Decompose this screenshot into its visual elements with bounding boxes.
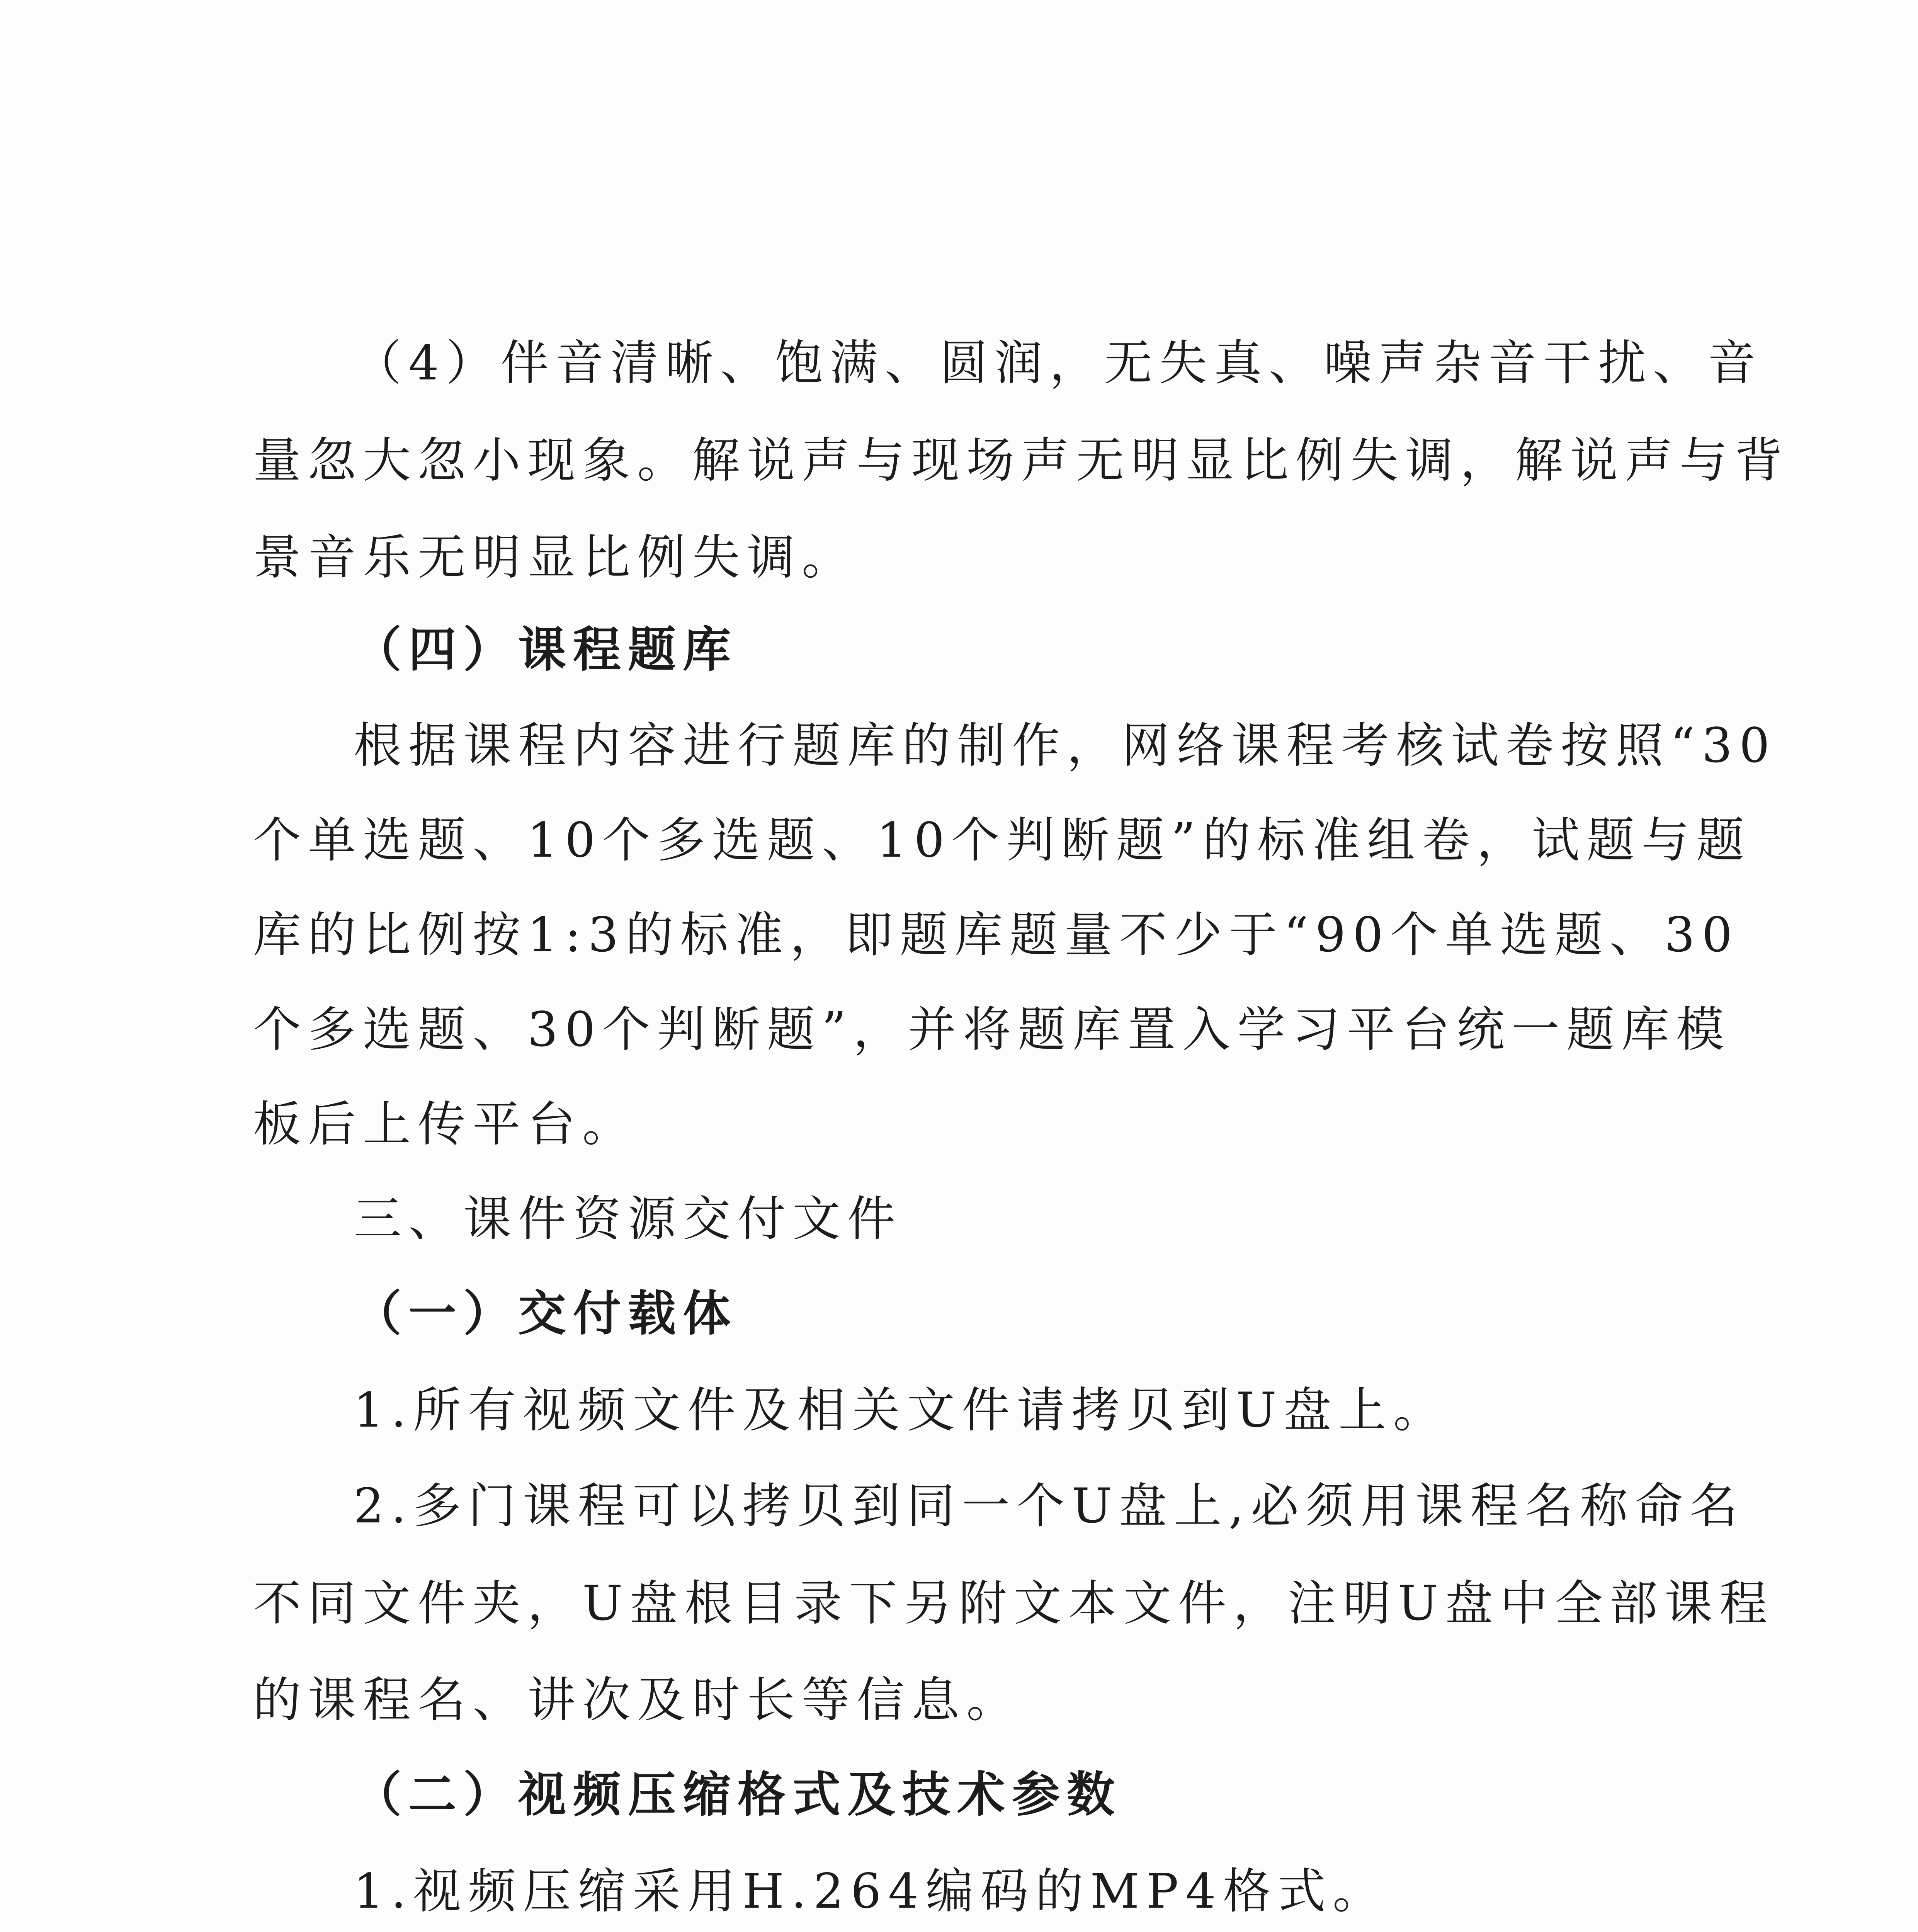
paragraph-line: 景音乐无明显比例失调。 <box>253 530 857 585</box>
chapter-heading: 三、课件资源交付文件 <box>354 1191 903 1247</box>
paragraph-line: 板后上传平台。 <box>253 1097 638 1152</box>
paragraph-line: 个多选题、30个判断题”，并将题库置入学习平台统一题库模 <box>253 1002 1731 1058</box>
paragraph-line: 量忽大忽小现象。解说声与现场声无明显比例失调，解说声与背 <box>253 433 1790 488</box>
section-heading: （四）课程题库 <box>354 622 738 678</box>
paragraph-line: 个单选题、10个多选题、10个判断题”的标准组卷，试题与题 <box>253 813 1751 868</box>
paragraph-line: （4）伴音清晰、饱满、圆润，无失真、噪声杂音干扰、音 <box>354 335 1763 391</box>
paragraph-line: 根据课程内容进行题库的制作，网络课程考核试卷按照“30 <box>354 718 1777 774</box>
paragraph-line: 库的比例按1:3的标准，即题库题量不少于“90个单选题、30 <box>253 907 1739 963</box>
paragraph-line: 2.多门课程可以拷贝到同一个U盘上,必须用课程名称命名 <box>354 1478 1745 1534</box>
section-heading: （二）视频压缩格式及技术参数 <box>354 1767 1122 1823</box>
paragraph-line: 的课程名、讲次及时长等信息。 <box>253 1672 1022 1728</box>
section-heading: （一）交付载体 <box>354 1286 738 1342</box>
paragraph-line: 1.视频压缩采用H.264编码的MP4格式。 <box>354 1864 1387 1919</box>
paragraph-line: 1.所有视频文件及相关文件请拷贝到U盘上。 <box>354 1383 1448 1438</box>
paragraph-line: 不同文件夹，U盘根目录下另附文本文件，注明U盘中全部课程 <box>253 1576 1775 1631</box>
